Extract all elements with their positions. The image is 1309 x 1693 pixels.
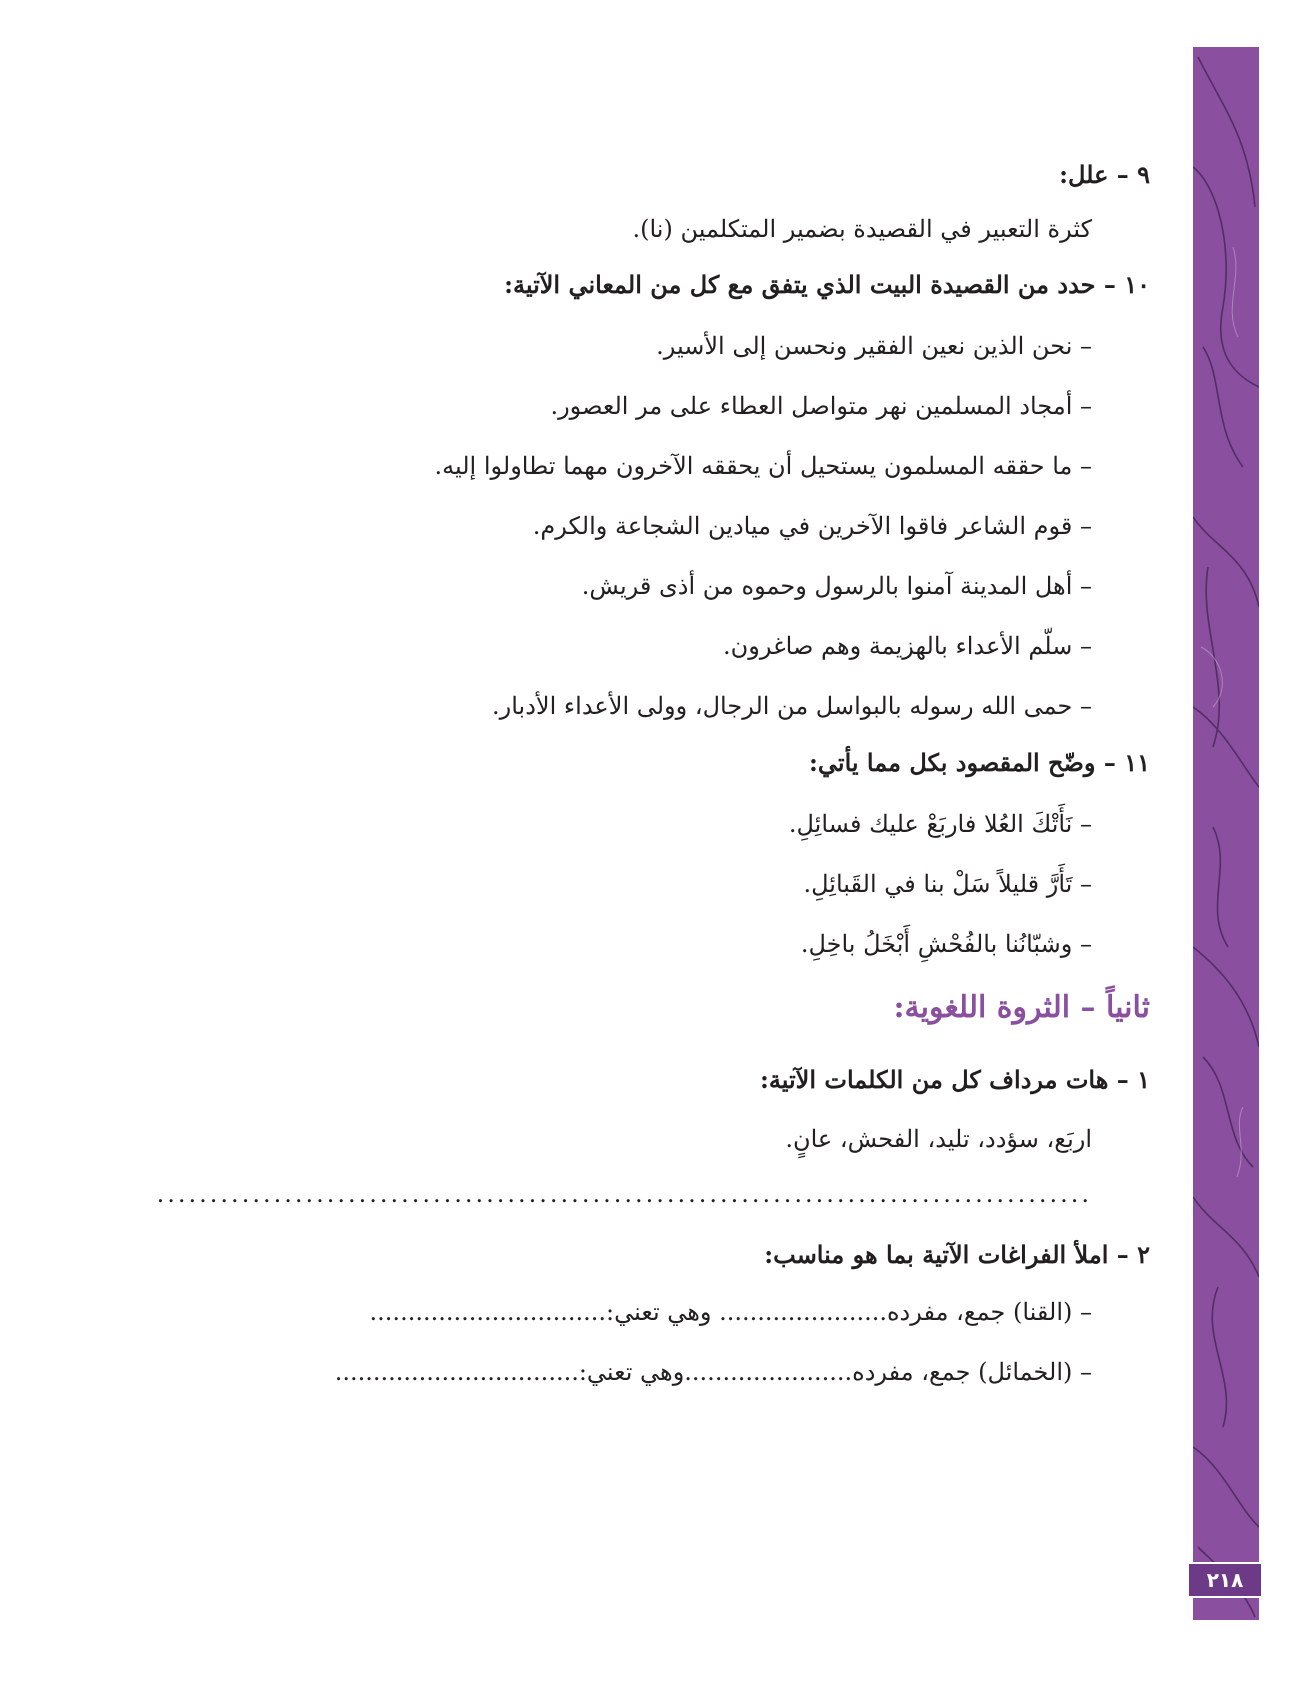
question-10-item: – أمجاد المسلمين نهر متواصل العطاء على مر العصور. [550,392,1092,420]
section-heading: ثانياً – الثروة اللغوية: [893,990,1150,1025]
question-10-title: ١٠ – حدد من القصيدة البيت الذي يتفق مع كل من المعاني الآتية: [504,270,1150,299]
question-9-item: كثرة التعبير في القصيدة بضمير المتكلمين (نا). [632,215,1092,243]
question-10-item: – نحن الذين نعين الفقير ونحسن إلى الأسير. [656,332,1092,360]
section2-question-1-title: ١ – هات مرداف كل من الكلمات الآتية: [760,1065,1150,1094]
question-11-title: ١١ – وضّح المقصود بكل مما يأتي: [809,748,1150,777]
question-11-item: – تَأَرَّ قليلاً سَلْ بنا في القَبائِلِ. [803,870,1092,898]
question-10-item: – أهل المدينة آمنوا بالرسول وحموه من أذى قريش. [581,572,1092,600]
page-number: ٢١٨ [1189,1562,1261,1598]
question-11-item: – وشبّانُنا بالفُحْشِ أَبْخَلُ باخِلِ. [800,930,1092,958]
fill-in-blank-item: – (الخمائل) جمع، مفرده......................وهي تعني:................................ [334,1358,1092,1386]
answer-dotted-line: ........................................................................................ [156,1180,1092,1208]
question-10-item: – سلّم الأعداء بالهزيمة وهم صاغرون. [723,632,1092,660]
decorative-side-stripe [1193,47,1259,1620]
stripe-pattern [1193,47,1259,1620]
question-10-item: – قوم الشاعر فاقوا الآخرين في ميادين الشجاعة والكرم. [532,512,1092,540]
section2-question-2-title: ٢ – املأ الفراغات الآتية بما هو مناسب: [764,1240,1150,1269]
question-9-title: ٩ – علل: [1059,160,1150,189]
question-10-item: – ما حققه المسلمون يستحيل أن يحققه الآخرون مهما تطاولوا إليه. [434,452,1092,480]
fill-in-blank-item: – (القنا) جمع، مفرده...................... وهي تعني:............................... [369,1298,1092,1326]
question-10-item: – حمى الله رسوله بالبواسل من الرجال، وولى الأعداء الأدبار. [492,692,1092,720]
question-11-item: – نَأَتْكَ العُلا فاربَعْ عليك فسائِلِ. [788,810,1092,838]
section2-question-1-words: اربَع، سؤدد، تليد، الفحش، عانٍ. [785,1125,1092,1153]
